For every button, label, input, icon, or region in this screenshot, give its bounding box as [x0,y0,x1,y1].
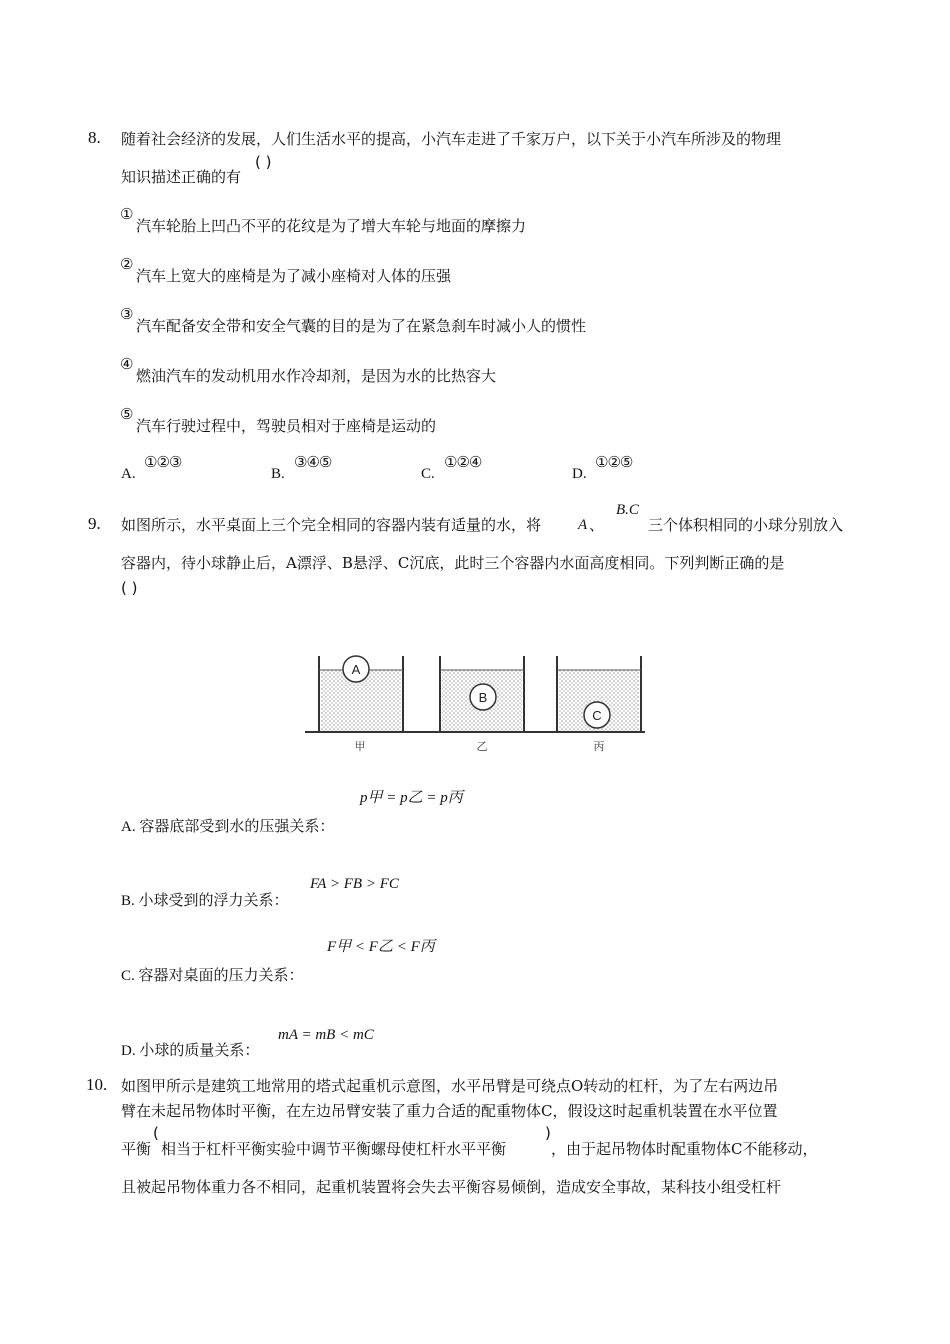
q8-statement-4: 燃油汽车的发动机用水作冷却剂，是因为水的比热容大 [136,367,497,385]
q8-statement-1: 汽车轮胎上凹凸不平的花纹是为了增大车轮与地面的摩擦力 [136,217,527,235]
ball-a-label: A [351,662,361,677]
q9-option-c-formula: F甲 < F乙 < F丙 [327,939,435,955]
q8-option-b-label: B. [271,466,285,482]
q8-answer-paren: ( ) [255,153,272,171]
q10-line1: 如图甲所示是建筑工地常用的塔式起重机示意图，水平吊臂是可绕点O转动的杠杆，为了左右两边吊 [121,1077,779,1095]
q8-stem-line1: 随着社会经济的发展，人们生活水平的提高，小汽车走进了千家万户，以下关于小汽车所涉及的物理 [121,130,782,148]
q9-option-a-formula: p甲 = p乙 = p丙 [360,790,463,806]
q8-option-b-value: ③④⑤ [294,453,332,471]
q8-statement-mark-3: ③ [120,305,133,323]
q10-line3-part1: 平衡 [121,1140,152,1158]
q8-statement-mark-4: ④ [120,355,133,373]
q8-option-d-label: D. [572,466,587,482]
q8-stem-line2: 知识描述正确的有 [121,168,242,186]
q8-statement-3: 汽车配备安全带和安全气囊的目的是为了在紧急刹车时减小人的惯性 [136,317,587,335]
q9-option-b-formula: FA > FB > FC [310,876,399,892]
label-bing: 丙 [593,740,605,753]
q9-option-b: B. 小球受到的浮力关系： [121,893,289,909]
q10-open-paren: ( [153,1124,159,1142]
q9-line1-part2: 三个体积相同的小球分别放入 [648,516,844,534]
q10-line3-part3: ，由于起吊物体时配重物体C不能移动， [551,1140,818,1158]
q9-number: 9. [88,514,101,533]
q10-close-paren: ) [545,1124,551,1142]
q8-option-c-value: ①②④ [444,453,482,471]
q10-line3-part2: 相当于杠杆平衡实验中调节平衡螺母使杠杆水平平衡 [161,1140,507,1158]
q9-answer-paren: ( ) [121,579,138,597]
q8-option-c-label: C. [421,466,435,482]
q10-line2: 臂在未起吊物体时平衡，在左边吊臂安装了重力合适的配重物体C，假设这时起重机装置在水平位置 [121,1102,778,1120]
q9-line1-sep: 、 [589,516,605,534]
label-jia: 甲 [354,740,366,753]
q9-option-d-formula: mA = mB < mC [278,1027,374,1043]
q8-option-d-value: ①②⑤ [595,453,633,471]
label-yi: 乙 [476,740,488,753]
q9-line1-part1: 如图所示，水平桌面上三个完全相同的容器内装有适量的水，将 [121,516,542,534]
q8-statement-5: 汽车行驶过程中，驾驶员相对于座椅是运动的 [136,417,437,435]
q9-option-c: C. 容器对桌面的压力关系： [121,968,304,984]
q9-line2: 容器内，待小球静止后，A漂浮、B悬浮、C沉底，此时三个容器内水面高度相同。下列判断正确的是 [121,554,785,572]
ball-c-label: C [592,708,602,723]
q9-figure [305,648,650,758]
q8-statement-mark-1: ① [120,205,133,223]
q10-number: 10. [86,1075,108,1094]
q8-option-a-value: ①②③ [144,453,182,471]
q8-statement-2: 汽车上宽大的座椅是为了减小座椅对人体的压强 [136,267,452,285]
q9-option-d: D. 小球的质量关系： [121,1043,260,1059]
q8-number: 8. [88,128,101,147]
q9-line1-A: A [578,517,588,533]
q8-statement-mark-2: ② [120,255,133,273]
q8-option-a-label: A. [121,466,136,482]
q9-line1-BC: B.C [616,502,639,518]
q9-option-a: A. 容器底部受到水的压强关系： [121,819,335,835]
q10-line4: 且被起吊物体重力各不相同，起重机装置将会失去平衡容易倾倒，造成安全事故，某科技小组受杠杆 [121,1178,782,1196]
q8-statement-mark-5: ⑤ [120,405,133,423]
ball-b-label: B [478,690,488,705]
